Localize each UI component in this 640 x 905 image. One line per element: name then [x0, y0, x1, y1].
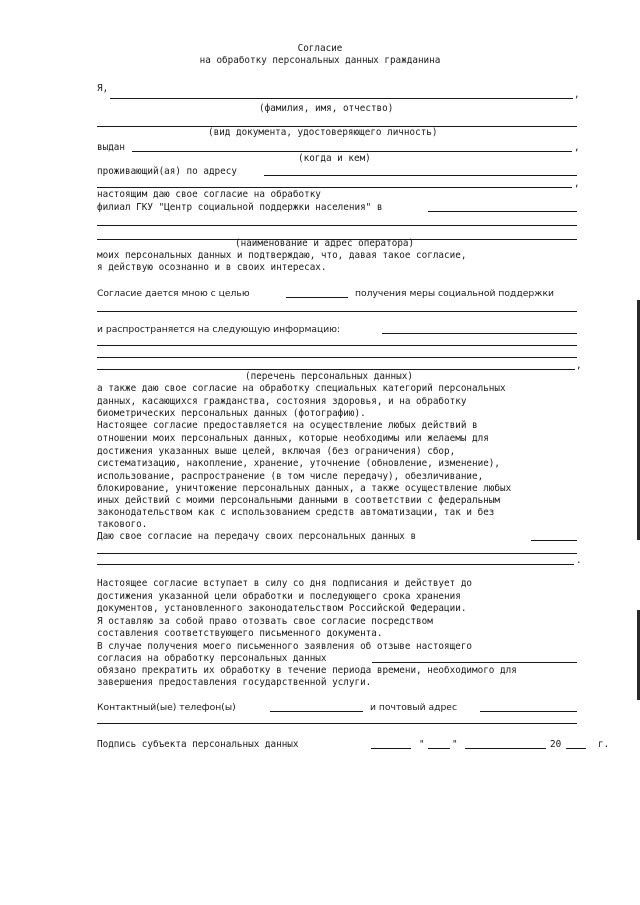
signature-label: Подпись субъекта персональных данных — [97, 739, 299, 750]
fio-line[interactable] — [110, 98, 573, 99]
address-line-2[interactable] — [97, 187, 572, 188]
paragraph-3-line-9: такового. — [97, 519, 148, 530]
fio-caption: (фамилия, имя, отчество) — [259, 103, 394, 114]
signature-line[interactable] — [371, 748, 411, 749]
info-label: и распространяется на следующую информацию: — [97, 324, 341, 335]
date-quote-close: " — [452, 739, 458, 750]
transfer-line-1[interactable] — [531, 540, 577, 541]
paragraph-3-line-6: блокирование, уничтожение персональных данных, а также осуществление любых — [97, 483, 512, 494]
year-prefix: 20 — [550, 739, 562, 750]
paragraph-3-line-2: отношении моих персональных данных, которые необходимы или желаемы для — [97, 433, 489, 444]
paragraph-3-line-7: иных действий с моими персональными данными в соответствии с федеральным — [97, 495, 500, 506]
paragraph-4-line-2: достижения указанной цели обработки и последующего срока хранения — [97, 591, 461, 602]
day-line[interactable] — [428, 748, 450, 749]
info-line-1[interactable] — [382, 333, 577, 334]
issued-line[interactable] — [132, 151, 572, 152]
purpose-text: получения меры социальной поддержки — [355, 288, 554, 299]
address-label: и почтовый адрес — [370, 702, 457, 713]
consent-line-2: филиал ГКУ "Центр социальной поддержки населения" в — [97, 202, 383, 213]
month-line[interactable] — [465, 748, 546, 749]
info-line-2[interactable] — [97, 345, 577, 346]
consent-line-1: настоящим даю свое согласие на обработку — [97, 189, 321, 200]
info-comma: , — [576, 360, 582, 371]
info-line-4[interactable] — [97, 369, 575, 370]
paragraph-3-line-4: систематизацию, накопление, хранение, уточнение (обновление, изменение), — [97, 458, 500, 469]
paragraph-4-line-1: Настоящее согласие вступает в силу со дня подписания и действует до — [97, 578, 473, 589]
paragraph-1-line-1: моих персональных данных и подтверждаю, что, давая такое согласие, — [97, 250, 467, 261]
paragraph-3-line-8: законодательством как с использованием средств автоматизации, так и без — [97, 507, 495, 518]
phone-line[interactable] — [270, 711, 363, 712]
address-comma: , — [574, 178, 580, 189]
transfer-line-3[interactable] — [97, 564, 574, 565]
paragraph-2-line-1: а также даю свое согласие на обработку специальных категорий персональных — [97, 383, 506, 394]
paragraph-1-line-2: я действую осознанно и в своих интересах. — [97, 262, 327, 273]
document-title: Согласие — [297, 43, 343, 54]
transfer-text: Даю свое согласие на передачу своих персональных данных в — [97, 531, 417, 542]
ya-label: Я, — [97, 83, 109, 94]
contacts-label: Контактный(ые) телефон(ы) — [97, 702, 236, 713]
paragraph-3-line-5: использование, распространение (в том числе передачу), обезличивание, — [97, 471, 484, 482]
contacts-line-2[interactable] — [97, 723, 577, 724]
paragraph-3-line-3: достижения указанных выше целей, включая (без ограничения) сбор, — [97, 446, 456, 457]
purpose-label: Согласие дается мною с целью — [97, 288, 250, 299]
email-line[interactable] — [480, 711, 577, 712]
list-caption: (перечень персональных данных) — [245, 371, 413, 382]
paragraph-4-line-3: документов, установленного законодательством Российской Федерации. — [97, 603, 467, 614]
operator-caption: (наименование и адрес оператора) — [235, 238, 415, 249]
issued-caption: (когда и кем) — [298, 153, 371, 164]
paragraph-6-line-1: В случае получения моего письменного заявления об отзыве настоящего — [97, 641, 473, 652]
year-suffix: г. — [598, 739, 610, 750]
residing-label: проживающий(ая) по адресу — [97, 166, 237, 177]
doc-caption: (вид документа, удостоверяющего личность) — [208, 127, 438, 138]
transfer-period: . — [576, 555, 582, 566]
paragraph-5-line-2: составления соответствующего письменного документа. — [97, 628, 383, 639]
date-quote-open: " — [419, 739, 425, 750]
issued-comma: , — [574, 142, 580, 153]
info-line-3[interactable] — [97, 357, 577, 358]
operator-name-line[interactable] — [372, 662, 577, 663]
operator-line-1[interactable] — [428, 211, 577, 212]
paragraph-2-line-2: данных, касающихся гражданства, состояния здоровья, и на обработку — [97, 396, 467, 407]
document-subtitle: на обработку персональных данных гражданина — [199, 55, 441, 66]
paragraph-6-line-2: согласия на обработку персональных данных — [97, 653, 327, 664]
purpose-line-2[interactable] — [97, 311, 577, 312]
paragraph-3-line-1: Настоящее согласие предоставляется на осуществление любых действий в — [97, 420, 478, 431]
paragraph-6-line-3: обязано прекратить их обработку в течение периода времени, необходимого для — [97, 665, 517, 676]
paragraph-6-line-4: завершения предоставления государственной услуги. — [97, 677, 372, 688]
address-line-1[interactable] — [264, 175, 577, 176]
issued-label: выдан — [97, 142, 125, 153]
transfer-line-2[interactable] — [97, 553, 577, 554]
fio-comma: , — [574, 89, 580, 100]
paragraph-5-line-1: Я оставляю за собой право отозвать свое согласие посредством — [97, 616, 433, 627]
purpose-line[interactable] — [286, 297, 348, 298]
operator-line-2[interactable] — [97, 225, 577, 226]
paragraph-2-line-3: биометрических персональных данных (фотографию). — [97, 408, 366, 419]
year-line[interactable] — [566, 748, 586, 749]
